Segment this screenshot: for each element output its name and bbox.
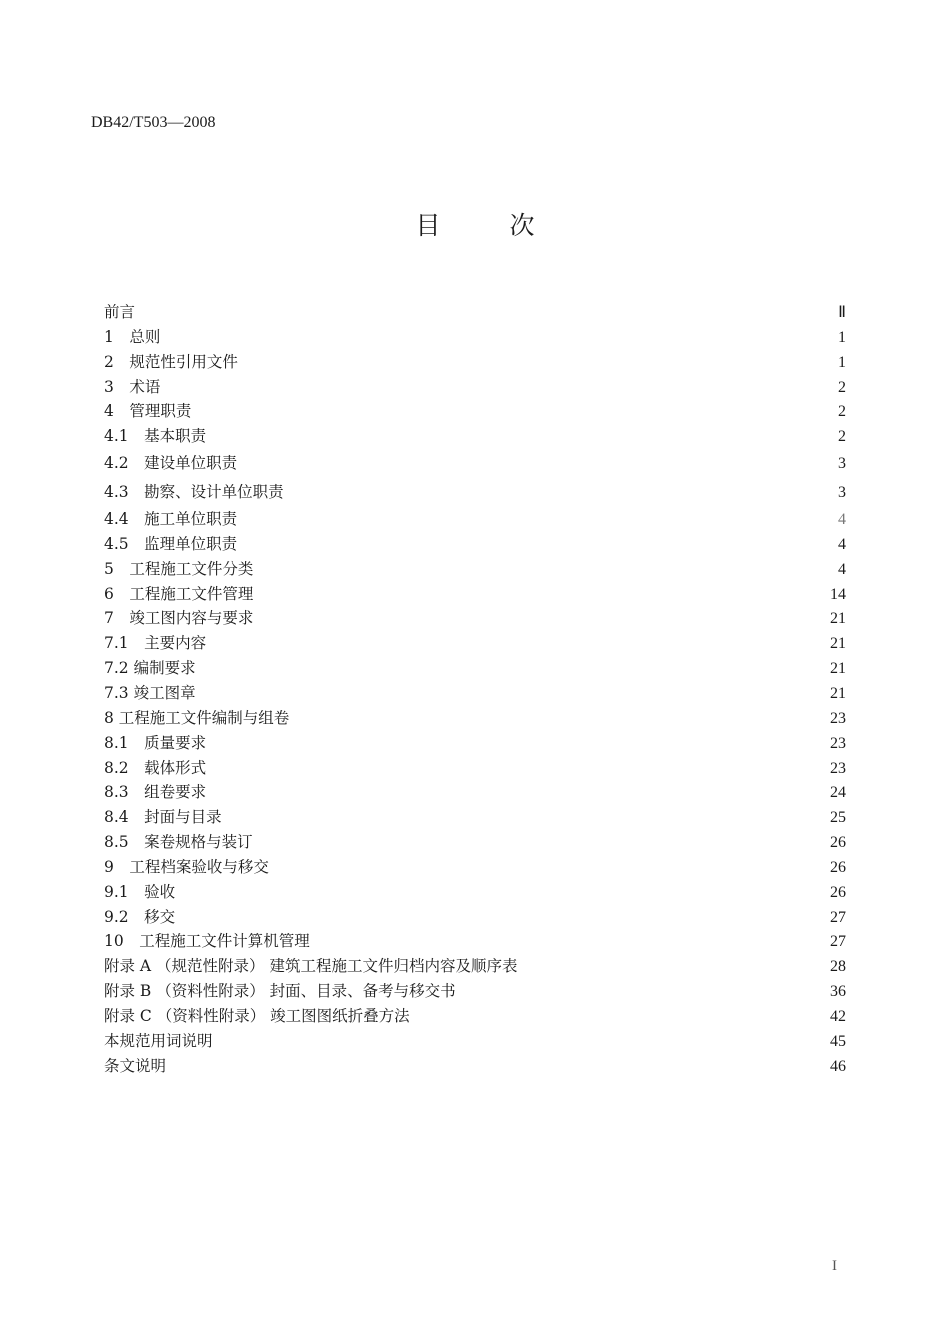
toc-entry-9 bbox=[104, 855, 846, 880]
toc-list bbox=[104, 300, 846, 1078]
toc-entry-appendix-a bbox=[104, 954, 846, 979]
toc-entry-label: 本规范用词说明 bbox=[104, 1031, 213, 1050]
toc-entry-page: 4 bbox=[838, 535, 846, 553]
toc-entry-3 bbox=[104, 375, 846, 400]
toc-entry-page: 23 bbox=[830, 734, 846, 752]
toc-entry-label: 4.3 勘察、设计单位职责 bbox=[104, 483, 284, 502]
toc-entry-8-1 bbox=[104, 731, 846, 756]
toc-entry-label: 4.4 施工单位职责 bbox=[104, 510, 238, 529]
toc-entry-label: 7.3 竣工图章 bbox=[104, 683, 196, 702]
toc-entry-appendix-b bbox=[104, 979, 846, 1004]
toc-entry-page: 36 bbox=[830, 983, 846, 1001]
toc-entry-page: 27 bbox=[830, 933, 846, 951]
toc-entry-label: 3 术语 bbox=[104, 377, 161, 396]
toc-entry-page: 1 bbox=[838, 353, 846, 371]
toc-entry-4-5 bbox=[104, 532, 846, 557]
toc-entry-label: 10 工程施工文件计算机管理 bbox=[104, 932, 310, 951]
toc-entry-page: 21 bbox=[830, 610, 846, 628]
document-code: DB42/T503—2008 bbox=[91, 114, 216, 131]
toc-entry-page: 45 bbox=[830, 1032, 846, 1050]
toc-entry-label: 4.2 建设单位职责 bbox=[104, 454, 238, 473]
toc-entry-page: 26 bbox=[830, 858, 846, 876]
toc-entry-label: 8.1 质量要求 bbox=[104, 733, 207, 752]
toc-entry-7 bbox=[104, 606, 846, 631]
toc-entry-page: 25 bbox=[830, 809, 846, 827]
toc-entry-9-1 bbox=[104, 880, 846, 905]
toc-entry-page: 42 bbox=[830, 1007, 846, 1025]
toc-entry-page: 3 bbox=[838, 484, 846, 502]
toc-entry-page: 3 bbox=[838, 455, 846, 473]
toc-entry-label: 8.5 案卷规格与装订 bbox=[104, 833, 253, 852]
toc-entry-label: 9.2 移交 bbox=[104, 907, 176, 926]
toc-entry-1 bbox=[104, 325, 846, 350]
toc-entry-8-2 bbox=[104, 756, 846, 781]
toc-entry-5 bbox=[104, 557, 846, 582]
toc-entry-label: 2 规范性引用文件 bbox=[104, 352, 238, 371]
toc-entry-foreword bbox=[104, 300, 846, 325]
toc-entry-explanation bbox=[104, 1054, 846, 1079]
toc-entry-label: 5 工程施工文件分类 bbox=[104, 559, 254, 578]
toc-entry-7-2 bbox=[104, 656, 846, 681]
toc-entry-8 bbox=[104, 706, 846, 731]
toc-entry-page: 24 bbox=[830, 784, 846, 802]
toc-entry-6 bbox=[104, 582, 846, 607]
toc-entry-4-3 bbox=[104, 478, 846, 507]
toc-entry-page: 2 bbox=[838, 428, 846, 446]
toc-entry-4-2 bbox=[104, 449, 846, 478]
toc-entry-label: 附录 B （资料性附录） 封面、目录、备考与移交书 bbox=[104, 982, 456, 1001]
toc-entry-page: 26 bbox=[830, 834, 846, 852]
toc-entry-label: 8.4 封面与目录 bbox=[104, 808, 222, 827]
toc-entry-wording bbox=[104, 1029, 846, 1054]
toc-entry-8-4 bbox=[104, 805, 846, 830]
toc-entry-page: 2 bbox=[838, 403, 846, 421]
toc-entry-4 bbox=[104, 399, 846, 424]
toc-entry-label: 8 工程施工文件编制与组卷 bbox=[104, 708, 290, 727]
toc-entry-page: 4 bbox=[838, 511, 846, 529]
toc-entry-page: Ⅱ bbox=[838, 304, 846, 321]
toc-entry-page: 23 bbox=[830, 709, 846, 727]
toc-entry-page: 2 bbox=[838, 378, 846, 396]
toc-entry-page: 23 bbox=[830, 759, 846, 777]
page-number: I bbox=[832, 1258, 837, 1274]
toc-entry-label: 9 工程档案验收与移交 bbox=[104, 857, 269, 876]
toc-entry-4-4 bbox=[104, 507, 846, 532]
toc-entry-label: 6 工程施工文件管理 bbox=[104, 584, 254, 603]
toc-entry-page: 21 bbox=[830, 684, 846, 702]
toc-entry-page: 21 bbox=[830, 635, 846, 653]
toc-entry-page: 4 bbox=[838, 560, 846, 578]
toc-entry-page: 1 bbox=[838, 328, 846, 346]
toc-entry-label: 4.5 监理单位职责 bbox=[104, 534, 238, 553]
toc-entry-label: 附录 A （规范性附录） 建筑工程施工文件归档内容及顺序表 bbox=[104, 957, 518, 976]
toc-entry-label: 4.1 基本职责 bbox=[104, 427, 207, 446]
toc-entry-8-3 bbox=[104, 780, 846, 805]
toc-entry-label: 1 总则 bbox=[104, 327, 161, 346]
toc-entry-8-5 bbox=[104, 830, 846, 855]
toc-entry-appendix-c bbox=[104, 1004, 846, 1029]
toc-entry-9-2 bbox=[104, 905, 846, 930]
toc-entry-4-1 bbox=[104, 424, 846, 449]
toc-entry-7-3 bbox=[104, 681, 846, 706]
toc-entry-label: 7.2 编制要求 bbox=[104, 659, 196, 678]
toc-entry-page: 26 bbox=[830, 883, 846, 901]
toc-entry-7-1 bbox=[104, 631, 846, 656]
toc-entry-label: 8.2 载体形式 bbox=[104, 758, 207, 777]
toc-entry-label: 7.1 主要内容 bbox=[104, 634, 207, 653]
toc-entry-label: 8.3 组卷要求 bbox=[104, 783, 207, 802]
toc-entry-label: 前言 bbox=[104, 303, 136, 321]
toc-entry-page: 21 bbox=[830, 660, 846, 678]
toc-entry-page: 46 bbox=[830, 1057, 846, 1075]
toc-entry-label: 条文说明 bbox=[104, 1056, 167, 1075]
toc-entry-2 bbox=[104, 350, 846, 375]
toc-entry-page: 28 bbox=[830, 958, 846, 976]
toc-entry-page: 27 bbox=[830, 908, 846, 926]
toc-entry-label: 4 管理职责 bbox=[104, 402, 192, 421]
toc-title: 目 次 bbox=[415, 211, 557, 240]
toc-entry-label: 9.1 验收 bbox=[104, 882, 176, 901]
toc-entry-label: 7 竣工图内容与要求 bbox=[104, 609, 254, 628]
toc-entry-page: 14 bbox=[830, 585, 846, 603]
toc-entry-label: 附录 C （资料性附录） 竣工图图纸折叠方法 bbox=[104, 1006, 410, 1025]
toc-entry-10 bbox=[104, 929, 846, 954]
